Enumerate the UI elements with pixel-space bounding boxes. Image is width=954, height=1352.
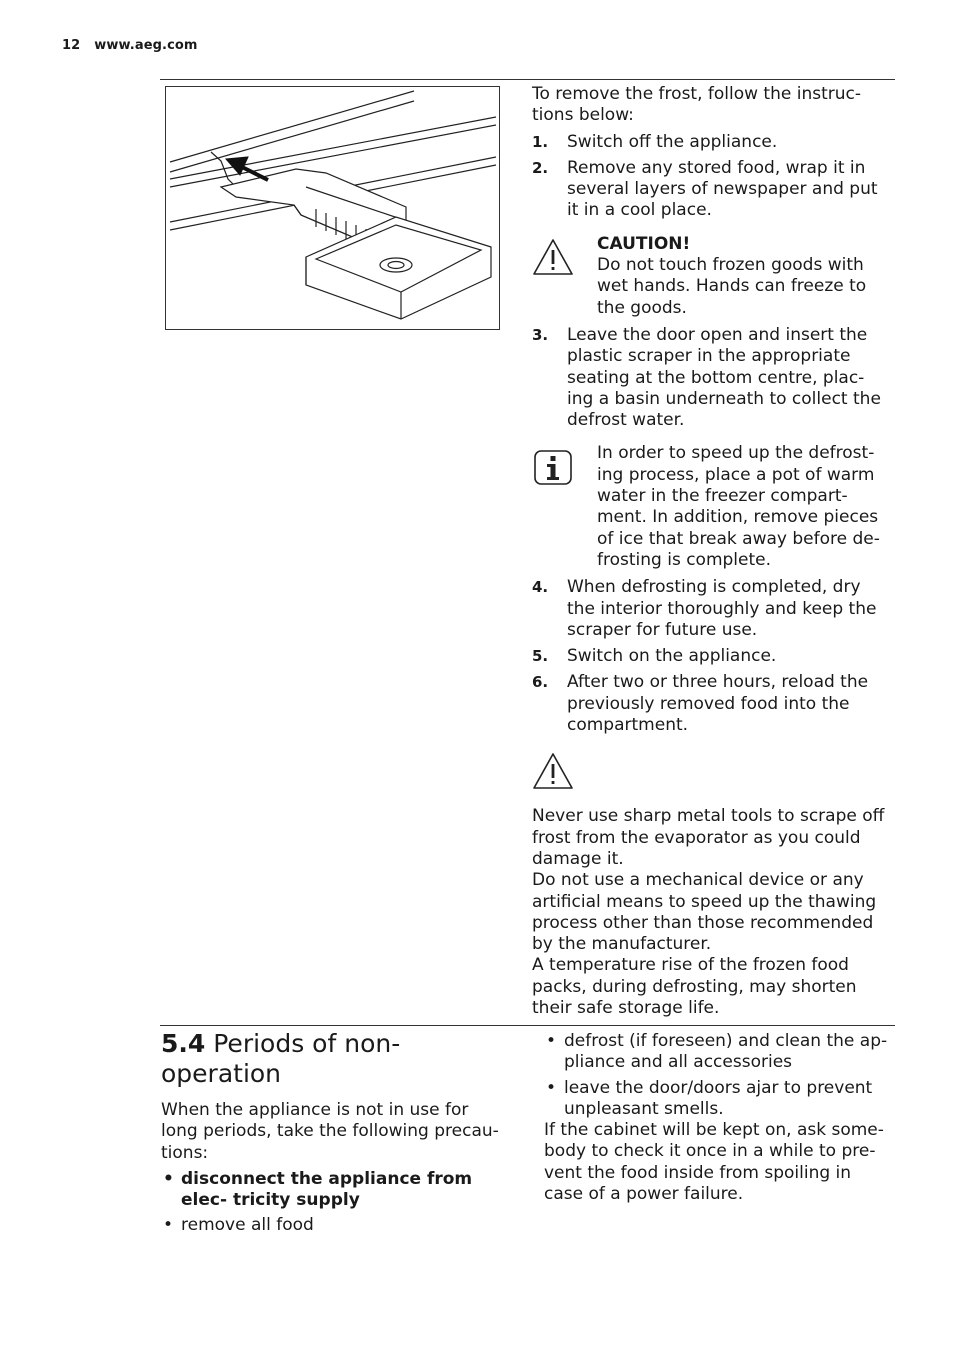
section-intro: When the appliance is not in use for long periods, take the following precau- tions: [161,1100,499,1163]
caution-title: CAUTION! [597,233,691,254]
list-item: • remove all food [163,1215,314,1236]
section-number: 5.4 [161,1029,206,1058]
bullet-text: leave the door/doors ajar to prevent unpleasant smells. [564,1077,873,1119]
caution-notice [532,234,887,319]
list-item: • disconnect the appliance from elec- tricity supply [163,1168,473,1211]
warning-paragraph: Never use sharp metal tools to scrape off frost from the evaporator as you could damage it. [532,806,885,869]
caution-text: Do not touch frozen goods with wet hands. Hands can freeze to the goods. [597,255,867,318]
step-number: 4. [532,578,549,597]
list-item: • defrost (if foreseen) and clean the ap- pliance and all accessories [546,1031,888,1073]
list-item-step-4 [532,577,887,641]
scraper-basin-illustration [166,87,499,329]
info-notice [532,443,887,571]
website-url: www.aeg.com [94,38,198,53]
list-item: • leave the door/doors ajar to prevent unpleasant smells. [546,1077,873,1119]
bullet-text: disconnect the appliance from elec- tricity supply [181,1168,473,1211]
list-item-step-3 [532,325,887,431]
step-text: When defrosting is completed, dry the interior thoroughly and keep the scraper for future use. [567,577,877,640]
step-text: Switch off the appliance. [567,131,778,152]
step-number: 5. [532,647,549,666]
section-rule [160,1025,895,1026]
defrost-figure [165,86,500,330]
closing-paragraph: If the cabinet will be kept on, ask some- body to check it once in a while to pre- vent the food inside from spoiling in case of a power failure. [544,1120,884,1205]
warning-paragraph: Do not use a mechanical device or any artificial means to speed up the thawing process other than those recommended by the manufacturer. [532,870,877,955]
list-item-step-5 [532,646,887,667]
page-header [62,38,198,53]
step-number: 1. [532,132,549,151]
step-text: Switch on the appliance. [567,646,777,667]
warning-triangle-icon [532,752,574,790]
step-text: Leave the door open and insert the plastic scraper in the appropriate seating at the bottom centre, plac- ing a basin underneath to collect the defrost water. [567,324,881,431]
bullet-text: remove all food [181,1215,314,1236]
section-heading [161,1029,506,1089]
bullet-text: defrost (if foreseen) and clean the ap- pliance and all accessories [564,1031,888,1073]
info-icon [532,449,574,487]
insert-arrow [226,157,268,180]
list-item-step-2 [532,158,887,222]
defrost-instructions [532,84,887,1019]
page-number: 12 [62,38,81,53]
step-text: After two or three hours, reload the previously removed food into the compartment. [567,672,869,736]
intro-text: To remove the frost, follow the instruc- tions below: [532,84,862,126]
step-text: Remove any stored food, wrap it in several layers of newspaper and put it in a cool place. [567,157,878,221]
top-rule [160,79,895,80]
section-title: Periods of non-operation [161,1029,401,1088]
section-right-column [544,1031,889,1205]
step-number: 3. [532,325,549,344]
warning-paragraph: A temperature rise of the frozen food packs, during defrosting, may shorten their safe storage life. [532,955,857,1018]
step-number: 6. [532,673,549,692]
list-item-step-6 [532,672,887,736]
list-item-step-1 [532,132,887,153]
step-number: 2. [532,158,549,177]
warning-triangle-icon [532,238,574,276]
info-text: In order to speed up the defrost- ing process, place a pot of warm water in the freezer compart- ment. In addition, remove pieces of ice that break away before de- frosting is complete. [597,443,880,570]
section-left-column [161,1029,506,1237]
